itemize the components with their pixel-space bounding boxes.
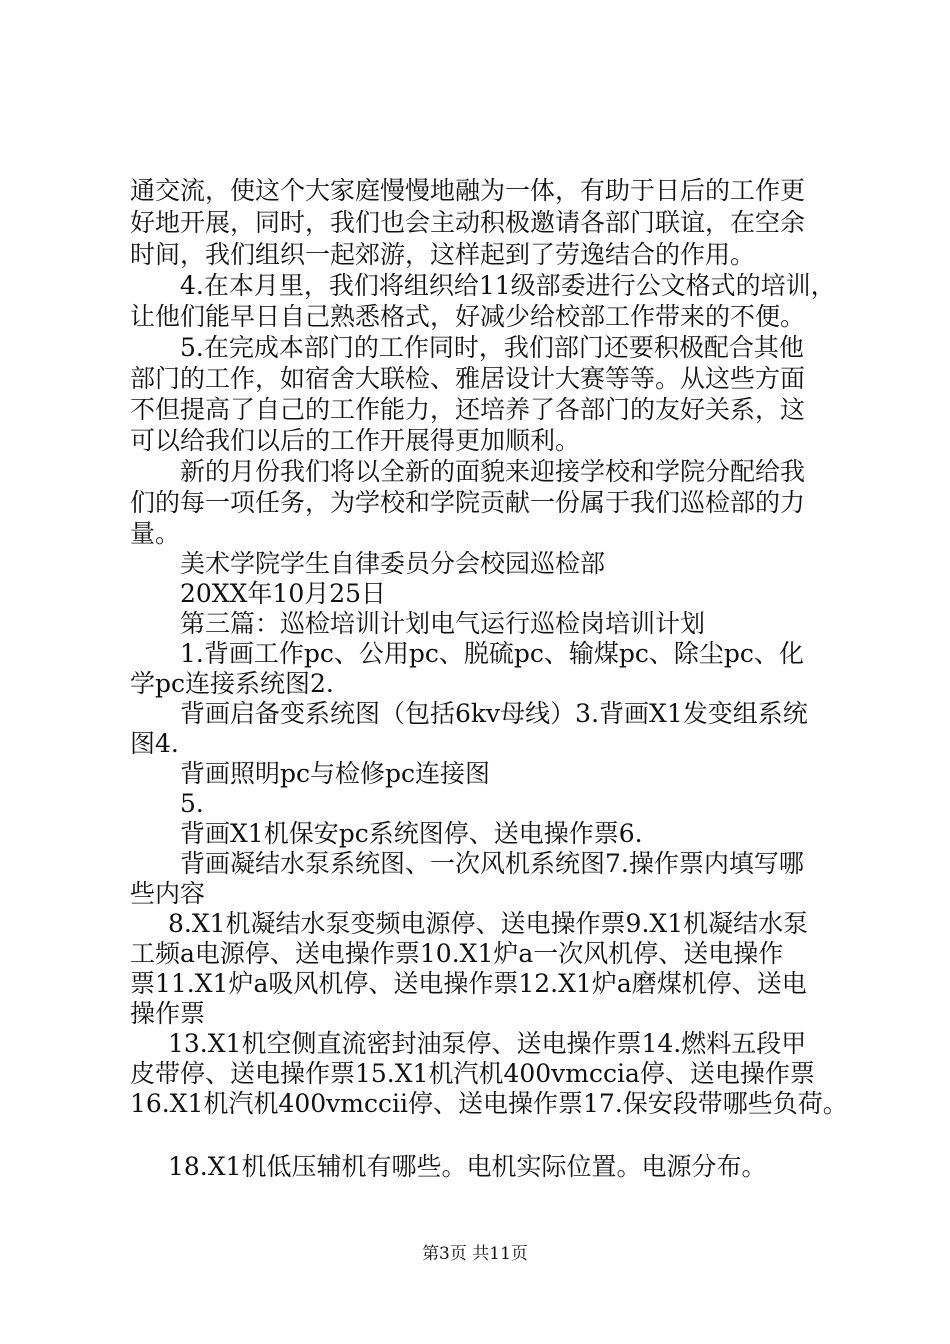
text-line: 工频a电源停、送电操作票10.X1炉a一次风机停、送电操作 bbox=[130, 939, 784, 968]
text-line: 票11.X1炉a吸风机停、送电操作票12.X1炉a磨煤机停、送电 bbox=[130, 969, 807, 998]
signature-org: 美术学院学生自律委员分会校园巡检部 bbox=[180, 549, 606, 578]
text-line: 新的月份我们将以全新的面貌来迎接学校和学院分配给我 bbox=[180, 457, 806, 486]
signature-date: 20XX年10月25日 bbox=[180, 579, 387, 608]
text-line: 背画凝结水泵系统图、一次风机系统图7.操作票内填写哪 bbox=[180, 849, 804, 878]
page-number: 第3页 共11页 bbox=[422, 1244, 528, 1264]
text-line: 好地开展，同时，我们也会主动积极邀请各部门联谊，在空余 bbox=[130, 208, 806, 237]
text-line: 背画启备变系统图（包括6kv母线）3.背画X1发变组系统 bbox=[180, 699, 808, 728]
text-line: 通交流，使这个大家庭慢慢地融为一体，有助于日后的工作更 bbox=[130, 176, 806, 205]
text-line: 18.X1机低压辅机有哪些。电机实际位置。电源分布。 bbox=[168, 1152, 767, 1181]
text-line: 部门的工作，如宿舍大联检、雅居设计大赛等等。从这些方面 bbox=[130, 364, 806, 393]
text-line: 背画X1机保安pc系统图停、送电操作票6. bbox=[180, 819, 643, 848]
text-line: 让他们能早日自己熟悉格式，好减少给校部工作带来的不便。 bbox=[130, 302, 806, 331]
text-line: 些内容 bbox=[130, 879, 206, 908]
text-line: 8.X1机凝结水泵变频电源停、送电操作票9.X1机凝结水泵 bbox=[168, 909, 809, 938]
text-line: 5. bbox=[180, 789, 204, 818]
text-line: 时间，我们组织一起郊游，这样起到了劳逸结合的作用。 bbox=[130, 240, 756, 269]
text-line: 皮带停、送电操作票15.X1机汽机400vmccia停、送电操作票 bbox=[130, 1059, 815, 1088]
text-line: 13.X1机空侧直流密封油泵停、送电操作票14.燃料五段甲 bbox=[168, 1029, 807, 1058]
text-line: 不但提高了自己的工作能力，还培养了各部门的友好关系，这 bbox=[130, 395, 806, 424]
section-heading: 第三篇：巡检培训计划电气运行巡检岗培训计划 bbox=[180, 609, 706, 638]
text-line: 图4. bbox=[130, 729, 179, 758]
text-line: 16.X1机汽机400vmccii停、送电操作票17.保安段带哪些负荷。 bbox=[130, 1089, 848, 1118]
text-line: 可以给我们以后的工作开展得更加顺利。 bbox=[130, 426, 581, 455]
text-line: 5.在完成本部门的工作同时，我们部门还要积极配合其他 bbox=[180, 333, 804, 362]
text-line: 量。 bbox=[130, 519, 181, 548]
text-line: 1.背画工作pc、公用pc、脱硫pc、输煤pc、除尘pc、化 bbox=[180, 639, 804, 668]
text-line: 背画照明pc与检修pc连接图 bbox=[180, 759, 491, 788]
text-line: 操作票 bbox=[130, 999, 206, 1028]
text-line: 们的每一项任务，为学校和学院贡献一份属于我们巡检部的力 bbox=[130, 488, 806, 517]
text-line: 4.在本月里，我们将组织给11级部委进行公文格式的培训， bbox=[180, 271, 836, 300]
text-line: 学pc连接系统图2. bbox=[130, 669, 334, 698]
